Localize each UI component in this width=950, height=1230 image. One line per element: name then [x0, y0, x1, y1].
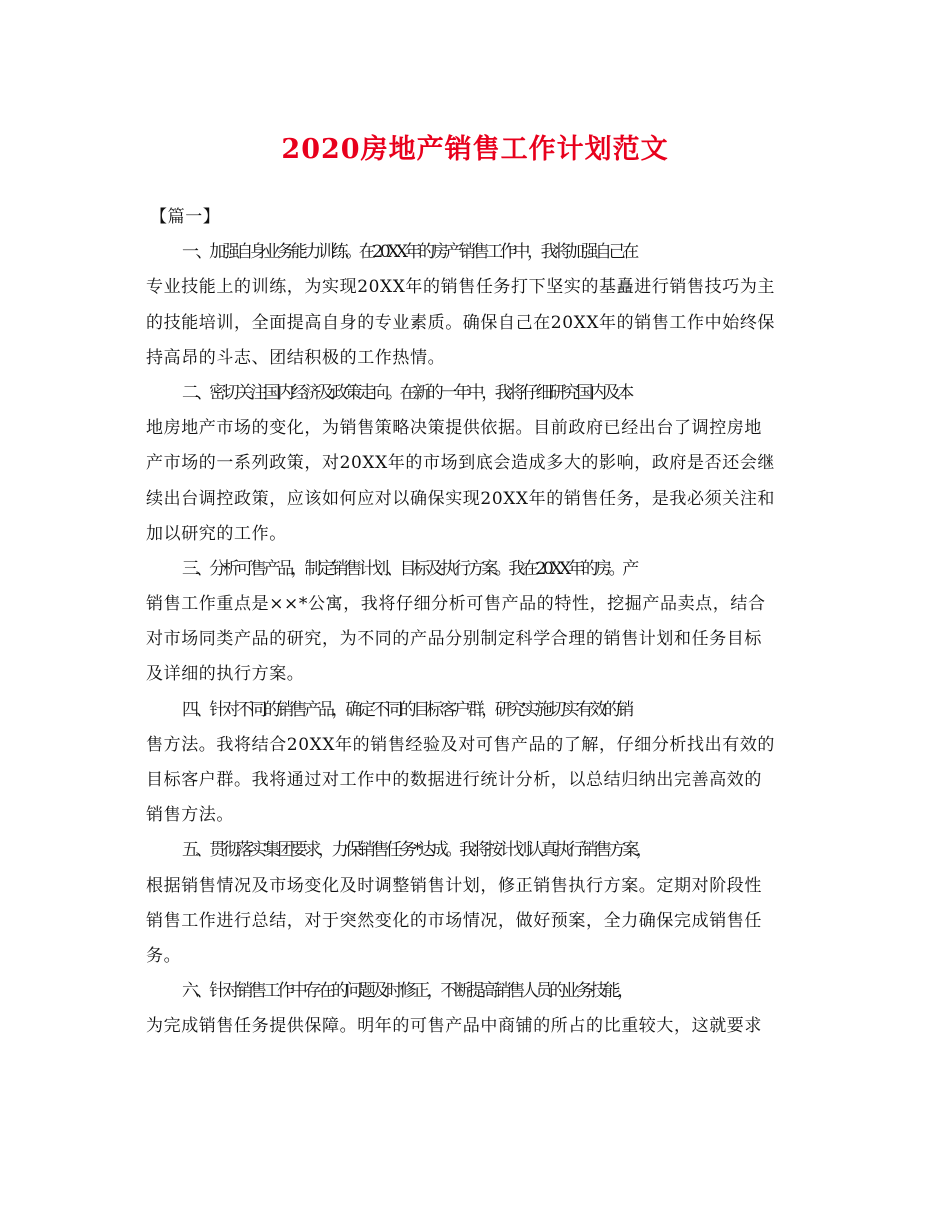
section-label: 【篇一】 — [150, 207, 221, 227]
paragraph-line: 对市场同类产品的研究，为不同的产品分别制定科学合理的销售计划和任务目标 — [146, 629, 762, 650]
paragraph-4 — [146, 693, 810, 834]
paragraph-line: 销售工作进行总结，对于突然变化的市场情况，做好预案，全力确保完成销售任 — [146, 910, 762, 931]
paragraph-line: 根据销售情况及市场变化及时调整销售计划，修正销售执行方案。定期对阶段性 — [146, 875, 762, 896]
paragraph-line: 目标客户群。我将通过对工作中的数据进行统计分析，以总结归纳出完善高效的 — [146, 770, 762, 790]
paragraph-line: 三、分析可售产品，制定销售计划、目标及执行方案。我在20XX年的房。产 — [182, 558, 636, 579]
document-body — [146, 200, 810, 1045]
paragraph-line: 的技能培训，全面提高自身的专业素质。确保自己在20XX年的销售工作中始终保 — [146, 312, 776, 333]
paragraph-line: 为完成销售任务提供保障。明年的可售产品中商铺的所占的比重较大，这就要求 — [146, 1016, 762, 1037]
paragraph-line: 售方法。我将结合20XX年的销售经验及对可售产品的了解，仔细分析找出有效的 — [146, 734, 776, 755]
paragraph-line: 六、针对销售工作中存在的问题及时修正，不断提高销售人员的业务技能， — [182, 981, 631, 1002]
paragraph-line: 地房地产市场的变化，为销售策略决策提供依据。目前政府已经出台了调控房地 — [146, 418, 762, 439]
paragraph-3 — [146, 552, 810, 693]
paragraph-1 — [146, 235, 810, 376]
paragraph-line: 二、密切关注国内经济及政策走向。在新的一年中，我将仔细研究国内及本 — [182, 382, 631, 403]
paragraph-2 — [146, 376, 810, 552]
paragraph-line: 一、加强自身业务能力训练。在20XX年的房产销售工作中，我将加强自己在 — [182, 242, 636, 263]
paragraph-line: 产市场的一系列政策，对20XX年的市场到底会造成多大的影响，政府是否还会继 — [146, 453, 776, 474]
paragraph-line: 持高昂的斗志、团结积极的工作热情。 — [146, 347, 446, 368]
paragraph-line: 销售工作重点是××*公寓，我将仔细分析可售产品的特性，挖掘产品卖点，结合 — [146, 594, 766, 615]
document-title: 2020房地产销售工作计划范文 — [281, 134, 669, 165]
paragraph-5 — [146, 833, 810, 974]
paragraph-line: 四、针对不同的销售产品，确定不同的目标客户群，研究实施切实有效的销 — [182, 699, 631, 720]
paragraph-line: 专业技能上的训练，为实现20XX年的销售任务打下坚实的基矗进行销售技巧为主 — [146, 277, 776, 298]
paragraph-line: 五、贯彻落实集团要求，力保销售任务*达成。我将按计划认真执行销售方案， — [182, 840, 650, 861]
paragraph-line: 销售方法。 — [146, 805, 234, 826]
paragraph-6 — [146, 974, 810, 1044]
paragraph-line: 续出台调控政策，应该如何应对以确保实现20XX年的销售任务，是我必须关注和 — [146, 488, 776, 509]
paragraph-line: 务。 — [146, 945, 182, 966]
paragraph-line: 加以研究的工作。 — [146, 523, 287, 544]
paragraph-line: 及详细的执行方案。 — [146, 664, 305, 685]
